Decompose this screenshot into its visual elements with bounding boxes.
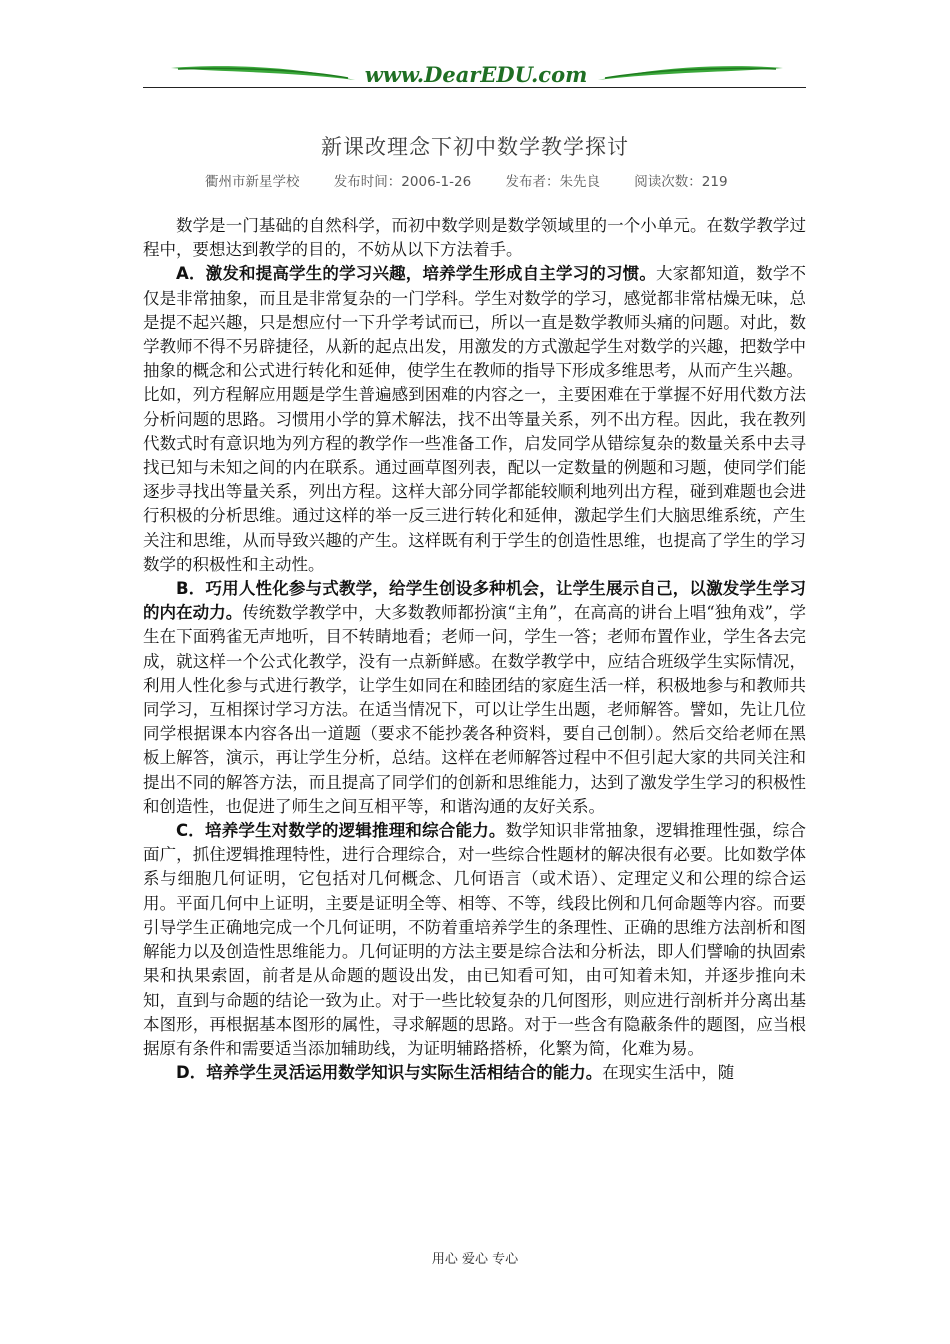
paragraph-b [143, 577, 806, 819]
header-divider [143, 87, 806, 88]
paragraph-intro: 数学是一门基础的自然科学，而初中数学则是数学领域里的一个小单元。在数学教学过程中，要想达到教学的目的，不妨从以下方法着手。 [143, 216, 806, 260]
meta-publish-time: 发布时间：2006-1-26 [333, 174, 472, 190]
section-d-text: 在现实生活中，随 [602, 1063, 735, 1083]
paragraph-d [143, 1061, 806, 1085]
section-d-heading: D．培养学生灵活运用数学知识与实际生活相结合的能力。 [176, 1063, 603, 1083]
article-meta [205, 170, 765, 190]
meta-read-count: 阅读次数：219 [634, 174, 728, 190]
section-c-text: 数学知识非常抽象，逻辑推理性强，综合面广，抓住逻辑推理特性，进行合理综合，对一些综合性题材的解决很有必要。比如数学体系与细胞几何证明，它包括对几何概念、几何语言（或术语）、定理定义和公理的综合运用。平面几何中上证明，主要是证明全等、相等、不等，线段比例和几何命题等内容。而要引导学生正确地完成一个几何证明，不防着重培养学生的条理性、正确的思维方法剖析和图解能力以及创造性思维能力。几何证明的方法主要是综合法和分析法，即人们譬喻的执固索果和执果索固，前者是从命题的题设出发，由已知看可知，由可知着未知，并逐步推向未知，直到与命题的结论一致为止。对于一些比较复杂的几何图形，则应进行剖析并分离出基本图形，再根据基本图形的属性，寻求解题的思路。对于一些含有隐蔽条件的题图，应当根据原有条件和需要适当添加辅助线，为证明辅路搭桥，化繁为简，化难为易。 [143, 821, 807, 1058]
site-header-banner [143, 58, 806, 90]
paragraph-c [143, 819, 806, 1061]
paragraph-a-example: 比如，列方程解应用题是学生普遍感到困难的内容之一，主要困难在于掌握不好用代数方法分析问题的思路。习惯用小学的算术解法，找不出等量关系，列不出方程。因此，我在教列代数式时有意识地为列方程的教学作一些准备工作，启发同学从错综复杂的数量关系中去寻找已知与未知之间的内在联系。通过画草图列表，配以一定数量的例题和习题，使同学们能逐步寻找出等量关系，列出方程。这样大部分同学都能较顺利地列出方程，碰到难题也会进行积极的分析思维。通过这样的举一反三进行转化和延伸，激起学生们大脑思维系统，产生关注和思维，从而导致兴趣的产生。这样既有利于学生的创造性思维，也提高了学生的学习数学的积极性和主动性。 [143, 385, 806, 574]
page-title: 新课改理念下初中数学教学探讨 [321, 135, 629, 159]
site-name: www.DearEDU.com [364, 62, 588, 87]
meta-school: 衢州市新星学校 [205, 174, 300, 190]
meta-publisher: 发布者：朱先良 [505, 174, 600, 190]
section-a-text: 大家都知道，数学不仅是非常抽象，而且是非常复杂的一门学科。学生对数学的学习，感觉都非常枯燥无味，总是提不起兴趣，只是想应付一下升学考试而已，所以一直是数学教师头痛的问题。对此，数学教师不得不另辟捷径，从新的起点出发，用激发的方式激起学生对数学的兴趣，把数学中抽象的概念和公式进行转化和延伸，使学生在教师的指导下形成多维思考，从而产生兴趣。 [143, 264, 806, 381]
section-b-text: 传统数学教学中，大多数教师都扮演“主角”，在高高的讲台上唱“独角戏”，学生在下面鸦雀无声地听，目不转睛地看；老师一问，学生一答；老师布置作业，学生各去完成，就这样一个公式化教学，没有一点新鲜感。在数学教学中，应结合班级学生实际情况，利用人性化参与式进行教学，让学生如同在和睦团结的家庭生活一样，积极地参与和教师共同学习，互相探讨学习方法。在适当情况下，可以让学生出题，老师解答。譬如，先让几位同学根据课本内容各出一道题（要求不能抄袭各种资料，要自己创制）。然后交给老师在黑板上解答，演示，再让学生分析，总结。这样在老师解答过程中不但引起大家的共同关注和提出不同的解答方法，而且提高了同学们的创新和思维能力，达到了激发学生学习的积极性和创造性，也促进了师生之间互相平等，和谐沟通的友好关系。 [143, 603, 807, 816]
page-footer: 用心 爱心 专心 [431, 1252, 519, 1267]
section-b-heading: B．巧用人性化参与式教学，给学生创设多种机会，让学生展示自己，以激发学生学习的内在动力。 [143, 579, 806, 623]
section-c-heading: C．培养学生对数学的逻辑推理和综合能力。 [176, 821, 506, 841]
paragraph-a [143, 262, 806, 383]
article-body [143, 214, 806, 1085]
site-logo-swoosh-icon [143, 58, 806, 90]
section-a-heading: A．激发和提高学生的学习兴趣，培养学生形成自主学习的习惯。 [176, 264, 657, 284]
